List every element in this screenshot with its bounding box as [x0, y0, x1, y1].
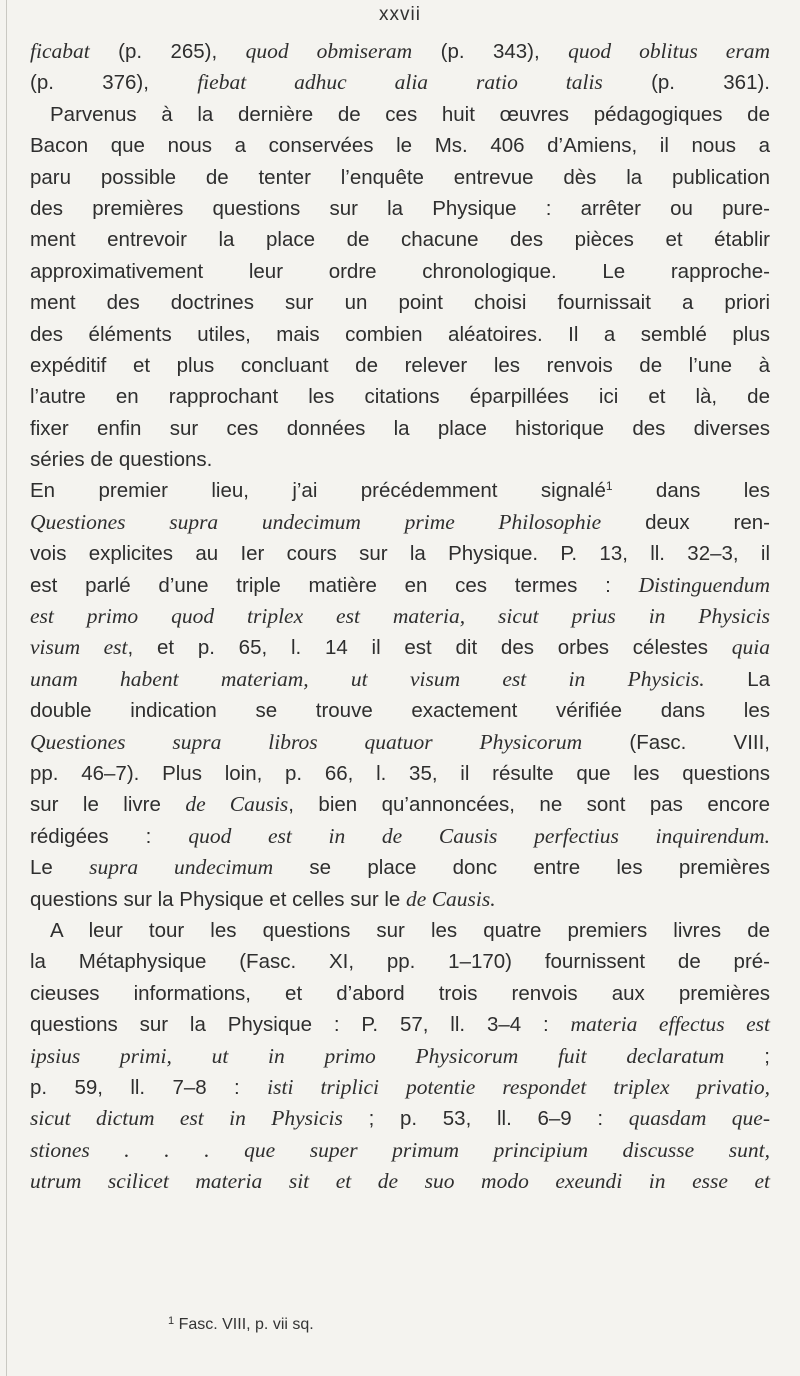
- latin-citation: stiones . . . que super primum principium discusse sunt,: [30, 1137, 770, 1162]
- text-line: [30, 256, 770, 287]
- latin-citation: quod oblitus eram: [568, 39, 770, 63]
- latin-citation: utrum scilicet materia sit et de suo modo exeundi in esse et: [30, 1169, 770, 1194]
- text-run: expéditif et plus concluant de relever les renvois de l’une à: [30, 353, 770, 377]
- page-number: xxvii: [379, 4, 421, 25]
- latin-citation: de Causis.: [406, 886, 496, 911]
- latin-citation: ficabat: [30, 39, 90, 63]
- text-line: [30, 1072, 770, 1103]
- text-run: (p. 343),: [412, 40, 569, 63]
- text-run: est parlé d’une triple matière en ces termes :: [30, 573, 639, 597]
- text-line: [30, 36, 770, 67]
- text-run: Bacon que nous a conservées le Ms. 406 d’Amiens, il nous a: [30, 134, 770, 158]
- latin-citation: supra undecimum: [89, 855, 274, 880]
- latin-citation: Distinguendum: [638, 572, 770, 597]
- text-run: ment entrevoir la place de chacune des pièces et établir: [30, 228, 770, 252]
- text-line: [30, 99, 770, 130]
- text-run: approximativement leur ordre chronologique. Le rapproche-: [30, 259, 770, 283]
- text-run: ment des doctrines sur un point choisi fournissait a priori: [30, 291, 770, 315]
- latin-citation: quia: [731, 635, 770, 660]
- text-line: [30, 381, 770, 412]
- text-line: [30, 915, 770, 946]
- text-run: A leur tour les questions sur les quatre premiers livres de: [50, 918, 770, 942]
- text-line: [30, 130, 770, 161]
- text-line: [30, 350, 770, 381]
- text-line: [30, 884, 770, 915]
- text-line: [30, 570, 770, 601]
- latin-citation: Questiones supra undecimum prime Philosophie: [30, 509, 602, 534]
- text-line: [30, 67, 770, 98]
- text-run: deux ren-: [601, 510, 770, 534]
- text-line: [30, 413, 770, 444]
- footnote-reference: 1: [605, 479, 613, 494]
- text-line: [30, 1009, 770, 1040]
- text-run: pp. 46–7). Plus loin, p. 66, l. 35, il résulte que les questions: [30, 761, 770, 785]
- text-line: [30, 632, 770, 663]
- text-line: [30, 193, 770, 224]
- text-run: cieuses informations, et d’abord trois renvois aux premières: [30, 981, 770, 1005]
- text-line: [30, 475, 770, 506]
- text-run: (p. 361).: [602, 71, 771, 95]
- text-line: [30, 287, 770, 318]
- text-run: ;: [724, 1044, 770, 1068]
- body-text: [30, 36, 770, 1197]
- text-run: la Métaphysique (Fasc. XI, pp. 1–170) fournissent de pré-: [30, 950, 770, 974]
- text-run: vois explicites au Ier cours sur la Physique. P. 13, ll. 32–3, il: [30, 542, 770, 566]
- text-line: [30, 789, 770, 820]
- text-run: (Fasc. VIII,: [582, 730, 770, 754]
- text-run: , bien qu’annoncées, ne sont pas encore: [288, 793, 771, 817]
- latin-citation: est primo quod triplex est materia, sicut prius in Physicis: [30, 604, 770, 629]
- text-run: En premier lieu, j’ai précédemment signalé: [30, 479, 606, 503]
- text-run: questions sur la Physique : P. 57, ll. 3–4 :: [30, 1013, 571, 1037]
- text-run: séries de questions.: [30, 448, 213, 472]
- text-line: [30, 538, 770, 569]
- text-run: La: [704, 667, 771, 691]
- text-run: des premières questions sur la Physique : arrêter ou pure-: [30, 196, 770, 220]
- text-line: [30, 162, 770, 193]
- latin-citation: Questiones supra libros quatuor Physicorum: [30, 729, 583, 754]
- footnote-marker: 1: [168, 1315, 175, 1327]
- text-run: des éléments utiles, mais combien aléatoires. Il a semblé plus: [30, 322, 770, 346]
- latin-citation: isti triplici potentie respondet triplex privatio,: [267, 1074, 770, 1099]
- text-line: [30, 758, 770, 789]
- text-run: dans les: [612, 479, 770, 503]
- text-line: [30, 601, 770, 632]
- text-line: [30, 946, 770, 977]
- text-run: rédigées :: [30, 824, 189, 848]
- text-line: [30, 1166, 770, 1197]
- text-run: sur le livre: [30, 793, 186, 817]
- latin-citation: sicut dictum est in Physicis: [30, 1106, 343, 1131]
- text-run: (p. 265),: [89, 40, 246, 63]
- text-line: [30, 319, 770, 350]
- text-run: l’autre en rapprochant les citations éparpillées ici et là, de: [30, 385, 770, 409]
- latin-citation: unam habent materiam, ut visum est in Physicis.: [30, 666, 705, 691]
- text-run: (p. 376),: [30, 71, 198, 95]
- latin-citation: quasdam que-: [628, 1106, 770, 1131]
- text-run: , et p. 65, l. 14 il est dit des orbes célestes: [127, 636, 732, 660]
- text-run: se place donc entre les premières: [273, 856, 771, 880]
- text-run: ; p. 53, ll. 6–9 :: [342, 1107, 629, 1131]
- text-line: [30, 1135, 770, 1166]
- latin-citation: fiebat adhuc alia ratio talis: [197, 70, 603, 95]
- latin-citation: de Causis: [185, 792, 289, 817]
- text-line: [30, 727, 770, 758]
- page-edge-rule: [6, 0, 7, 1376]
- text-run: Le: [30, 856, 90, 880]
- text-run: double indication se trouve exactement vérifiée dans les: [30, 699, 770, 723]
- footnote: [168, 1316, 314, 1334]
- text-line: [30, 978, 770, 1009]
- latin-citation: materia effectus est: [570, 1012, 770, 1037]
- latin-citation: quod obmiseram: [245, 39, 413, 63]
- footnote-text: Fasc. VIII, p. vii sq.: [174, 1316, 314, 1333]
- text-run: p. 59, ll. 7–8 :: [30, 1075, 268, 1099]
- text-line: [30, 224, 770, 255]
- text-line: [30, 507, 770, 538]
- text-line: [30, 1103, 770, 1134]
- text-line: [30, 664, 770, 695]
- text-run: Parvenus à la dernière de ces huit œuvres pédagogiques de: [50, 102, 770, 126]
- text-run: paru possible de tenter l’enquête entrevue dès la publication: [30, 165, 770, 189]
- latin-citation: visum est: [30, 635, 128, 660]
- text-line: [30, 821, 770, 852]
- text-run: fixer enfin sur ces données la place historique des diverses: [30, 416, 770, 440]
- text-line: [30, 1041, 770, 1072]
- text-run: questions sur la Physique et celles sur le: [30, 887, 407, 911]
- text-line: [30, 852, 770, 883]
- latin-citation: ipsius primi, ut in primo Physicorum fuit declaratum: [30, 1043, 725, 1068]
- latin-citation: quod est in de Causis perfectius inquirendum.: [188, 823, 770, 848]
- text-line: [30, 695, 770, 726]
- text-line: [30, 444, 770, 475]
